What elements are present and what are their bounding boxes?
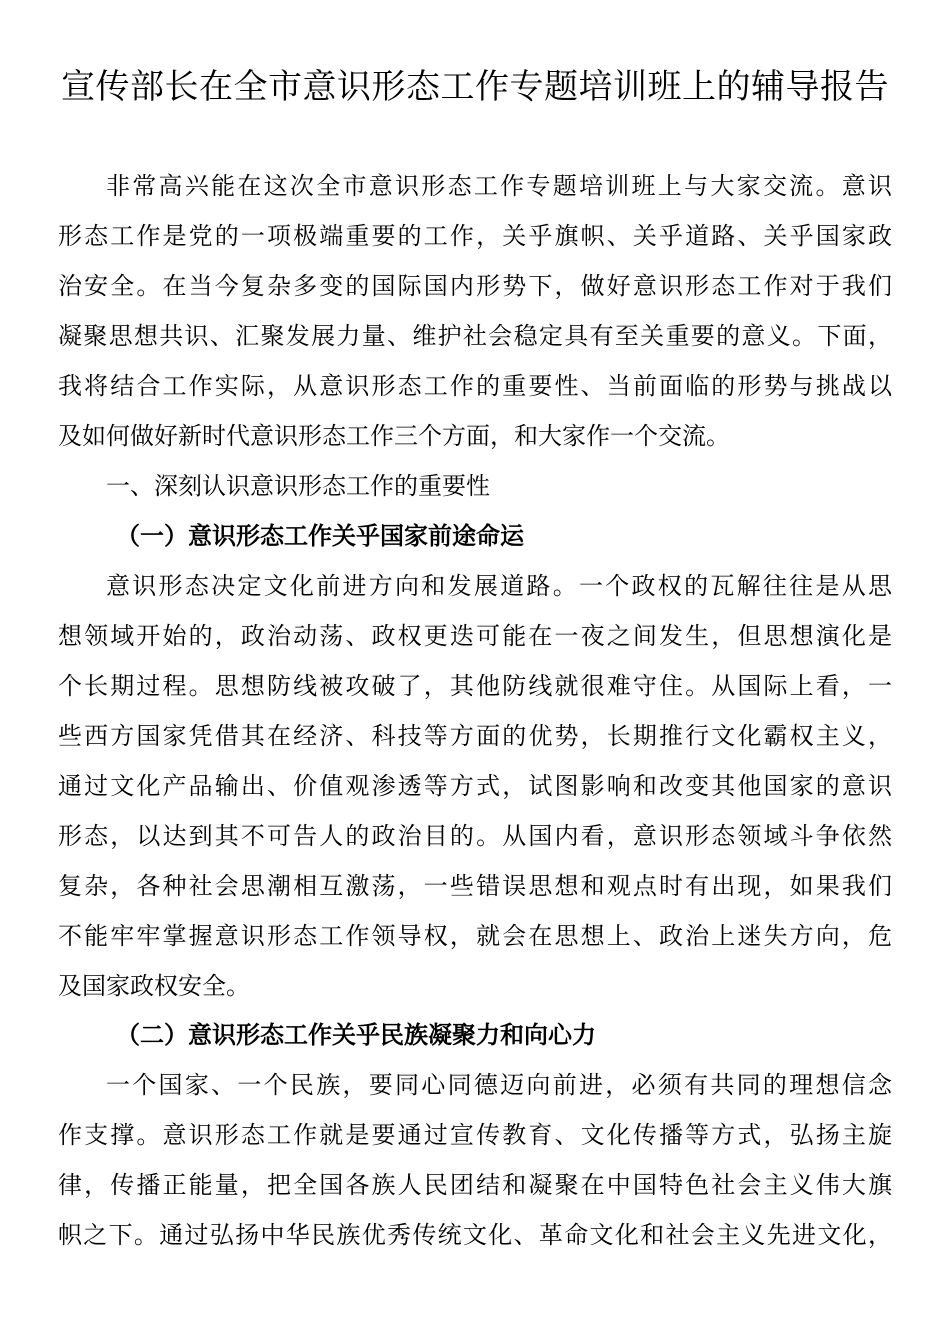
- section-heading: 一、深刻认识意识形态工作的重要性: [106, 472, 490, 500]
- paragraph-line: 形态，以达到其不可告人的政治目的。从国内看，意识形态领域斗争依然: [58, 822, 892, 850]
- paragraph-line: 意识形态决定文化前进方向和发展道路。一个政权的瓦解往往是从思: [106, 572, 892, 600]
- paragraph-line: 些西方国家凭借其在经济、科技等方面的优势，长期推行文化霸权主义，: [58, 722, 892, 750]
- paragraph-line: 想领域开始的，政治动荡、政权更迭可能在一夜之间发生，但思想演化是: [58, 622, 892, 650]
- paragraph-line: 律，传播正能量，把全国各族人民团结和凝聚在中国特色社会主义伟大旗: [58, 1171, 892, 1199]
- paragraph-line: 我将结合工作实际，从意识形态工作的重要性、当前面临的形势与挑战以: [58, 372, 892, 400]
- paragraph-line: 凝聚思想共识、汇聚发展力量、维护社会稳定具有至关重要的意义。下面，: [58, 322, 892, 350]
- paragraph-line: 作支撑。意识形态工作就是要通过宣传教育、文化传播等方式，弘扬主旋: [58, 1121, 892, 1149]
- paragraph-line: 治安全。在当今复杂多变的国际国内形势下，做好意识形态工作对于我们: [58, 272, 892, 300]
- paragraph-line: 及国家政权安全。: [58, 972, 250, 1000]
- document-title: 宣传部长在全市意识形态工作专题培训班上的辅导报告: [61, 67, 889, 107]
- paragraph-line: 不能牢牢掌握意识形态工作领导权，就会在思想上、政治上迷失方向，危: [58, 922, 892, 950]
- paragraph-line: 帜之下。通过弘扬中华民族优秀传统文化、革命文化和社会主义先进文化，: [58, 1221, 892, 1249]
- paragraph-line: 非常高兴能在这次全市意识形态工作专题培训班上与大家交流。意识: [106, 172, 892, 200]
- subsection-heading: （二）意识形态工作关乎民族凝聚力和向心力: [116, 1021, 596, 1049]
- paragraph-line: 一个国家、一个民族，要同心同德迈向前进，必须有共同的理想信念: [106, 1071, 892, 1099]
- paragraph-line: 通过文化产品输出、价值观渗透等方式，试图影响和改变其他国家的意识: [58, 772, 892, 800]
- paragraph-line: 及如何做好新时代意识形态工作三个方面，和大家作一个交流。: [58, 422, 730, 450]
- subsection-heading: （一）意识形态工作关乎国家前途命运: [116, 522, 524, 550]
- paragraph-line: 个长期过程。思想防线被攻破了，其他防线就很难守住。从国际上看，一: [58, 672, 892, 700]
- paragraph-line: 复杂，各种社会思潮相互激荡，一些错误思想和观点时有出现，如果我们: [58, 872, 892, 900]
- paragraph-line: 形态工作是党的一项极端重要的工作，关乎旗帜、关乎道路、关乎国家政: [58, 222, 892, 250]
